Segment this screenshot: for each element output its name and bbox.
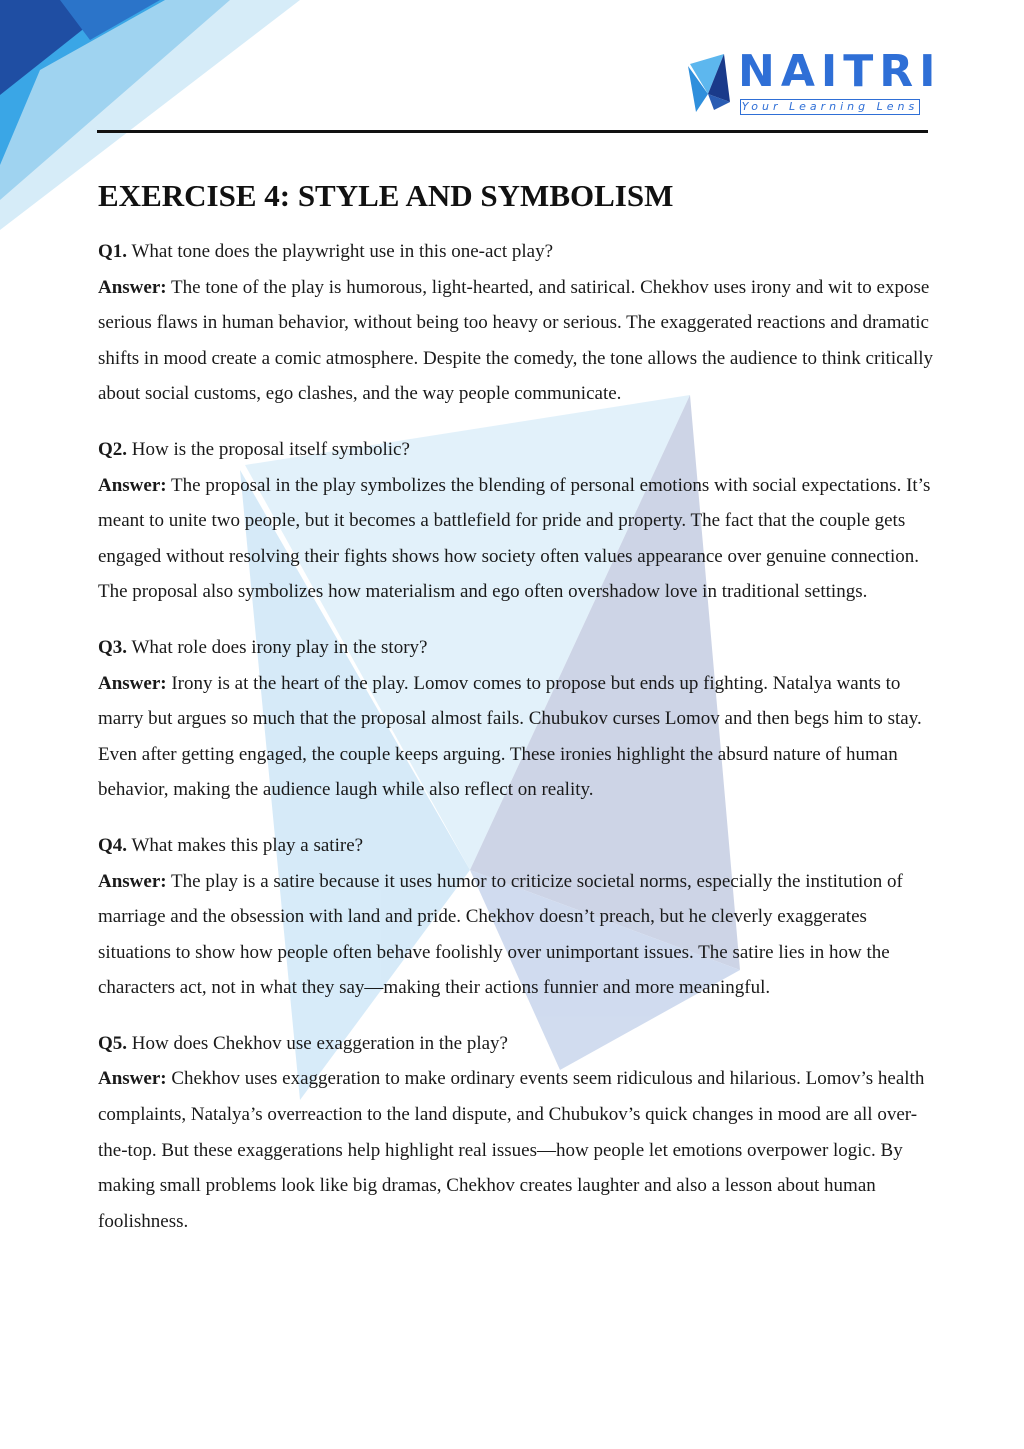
answer — [98, 864, 938, 1006]
answer-text: The tone of the play is humorous, light-hearted, and satirical. Chekhov uses irony and wit to expose serious flaws in human behavior, without being too heavy or serious. The exaggerated reactions and dramatic shifts in mood create a comic atmosphere. Despite the comedy, the tone allows the audience to think critically about social customs, ego clashes, and the way people communicate. — [98, 276, 934, 405]
question-label: Q1. — [98, 241, 128, 262]
qa-item — [98, 630, 938, 808]
answer-label: Answer: — [98, 672, 167, 694]
question-text: What makes this play a satire? — [131, 834, 364, 856]
logo-tagline: Your Learning Lens — [741, 100, 919, 113]
question-label: Q5. — [98, 1032, 128, 1054]
question-text: What tone does the playwright use in this one-act play? — [131, 241, 554, 262]
question-label: Q4. — [98, 834, 128, 856]
question — [98, 828, 938, 864]
question — [98, 234, 938, 270]
answer-text: Irony is at the heart of the play. Lomov comes to propose but ends up fighting. Natalya wants to marry but argues so much that the proposal almost fails. Chubukov curses Lomov and then begs him to stay. Even after getting engaged, the couple keeps arguing. These ironies highlight the absurd nature of human behavior, making the audience laugh while also reflect on reality. — [98, 672, 922, 801]
answer — [98, 666, 938, 808]
answer — [98, 1061, 938, 1239]
logo-wordmark: NAITRI — [738, 46, 942, 97]
header-divider — [97, 130, 928, 133]
answer — [98, 468, 938, 610]
question-text: How does Chekhov use exaggeration in the play? — [131, 1032, 508, 1054]
document-body — [98, 170, 938, 1239]
naitri-logo — [684, 46, 942, 122]
qa-item — [98, 234, 938, 412]
question — [98, 432, 938, 468]
answer — [98, 270, 938, 412]
answer-label: Answer: — [98, 870, 167, 892]
answer-label: Answer: — [98, 474, 167, 496]
answer-text: The proposal in the play symbolizes the blending of personal emotions with social expectations. It’s meant to unite two people, but it becomes a battlefield for pride and property. The fact that the couple gets engaged without resolving their fights shows how society often values appearance over genuine connection. The proposal also symbolizes how materialism and ego often overshadow love in traditional settings. — [98, 474, 931, 603]
answer-label: Answer: — [98, 276, 167, 298]
page-title: EXERCISE 4: STYLE AND SYMBOLISM — [98, 178, 674, 213]
qa-item — [98, 1026, 938, 1240]
qa-item — [98, 432, 938, 610]
origami-bird-icon — [684, 50, 740, 120]
qa-item — [98, 828, 938, 1006]
answer-text: The play is a satire because it uses humor to criticize societal norms, especially the institution of marriage and the obsession with land and pride. Chekhov doesn’t preach, but he cleverly exaggerates situations to show how people often behave foolishly over unimportant issues. The satire lies in how the characters act, not in what they say—making their actions funnier and more meaningful. — [98, 870, 903, 999]
answer-text: Chekhov uses exaggeration to make ordinary events seem ridiculous and hilarious. Lomov’s health complaints, Natalya’s overreaction to the land dispute, and Chubukov’s quick changes in mood are all over-the-top. But these exaggerations help highlight real issues—how people let emotions overpower logic. By making small problems look like big dramas, Chekhov creates laughter and also a lesson about human foolishness. — [98, 1068, 925, 1232]
question-label: Q2. — [98, 438, 128, 460]
question — [98, 630, 938, 666]
question — [98, 1026, 938, 1062]
question-text: What role does irony play in the story? — [131, 636, 428, 658]
question-text: How is the proposal itself symbolic? — [131, 438, 410, 460]
answer-label: Answer: — [98, 1068, 167, 1090]
question-label: Q3. — [98, 636, 128, 658]
